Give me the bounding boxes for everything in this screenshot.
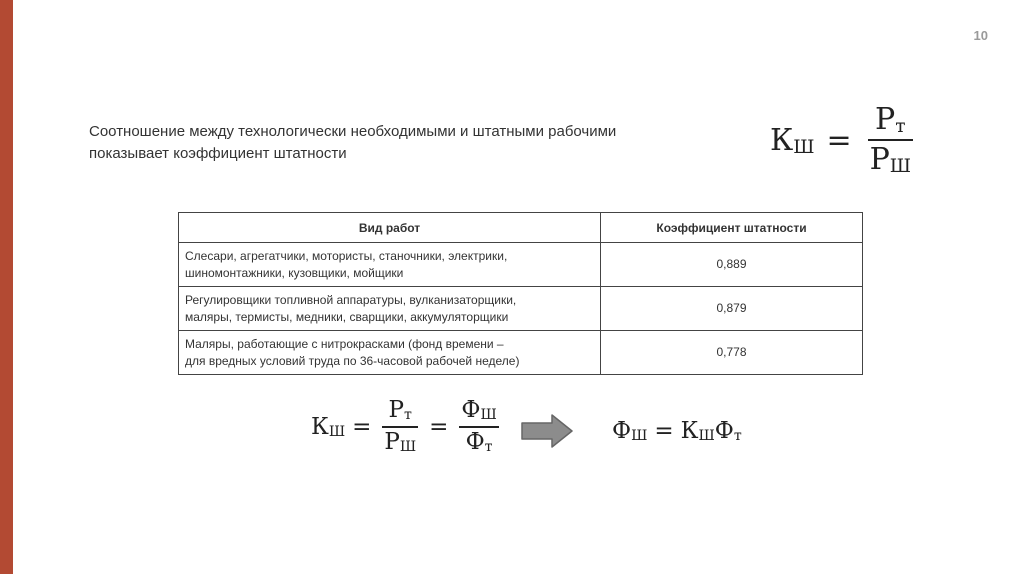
header-coefficient: Коэффициент штатности xyxy=(601,213,863,243)
right-arrow-shape xyxy=(522,415,572,447)
intro-text xyxy=(89,121,749,165)
staffing-coefficient-table xyxy=(178,212,863,375)
work-type-cell: Слесари, агрегатчики, мотористы, станочники, электрики, шиномонтажники, кузовщики, мойщики xyxy=(179,243,601,287)
numerator-pt: $Р_т$ xyxy=(875,102,906,137)
f-sh-symbol: $Ф_Ш$ xyxy=(612,418,648,445)
work-type-cell: Регулировщики топливной аппаратуры, вулканизаторщики, маляры, термисты, медники, сварщики, аккумуляторщики xyxy=(179,287,601,331)
slide-accent-bar xyxy=(0,0,13,574)
table-row xyxy=(179,287,863,331)
fraction-bar xyxy=(382,426,418,428)
staffing-coefficient-formula xyxy=(770,103,917,177)
k-sh-symbol: $К_Ш$ xyxy=(311,413,346,440)
coefficient-cell: 0,879 xyxy=(601,287,863,331)
denominator-psh: $Р_Ш$ xyxy=(869,142,911,178)
equals-sign: = xyxy=(826,122,852,158)
work-type-cell: Маляры, работающие с нитрокрасками (фонд времени – для вредных условий труда по 36-часовой рабочей неделе) xyxy=(179,331,601,375)
table-row xyxy=(179,243,863,287)
coefficient-cell: 0,778 xyxy=(601,331,863,375)
fraction-fsh-ft: $\frac{Ф_Ш}{Ф_т}$ xyxy=(461,397,497,455)
k-sh-f-t-product: $К_ШФ_т$ xyxy=(680,418,742,445)
fraction-pt-psh xyxy=(868,103,913,177)
equals-sign: = xyxy=(654,418,674,445)
fraction-pt-psh: $\frac{Р_т}{Р_Ш}$ xyxy=(384,397,417,455)
fraction-bar xyxy=(868,139,913,141)
equals-sign: = xyxy=(352,413,372,440)
fraction-bar xyxy=(459,426,498,428)
page-number: 10 xyxy=(973,28,988,43)
table-row xyxy=(179,331,863,375)
work-time-fund-formula xyxy=(612,418,742,444)
coefficient-cell: 0,889 xyxy=(601,243,863,287)
header-work-type: Вид работ xyxy=(179,213,601,243)
coefficient-equality-formula xyxy=(311,398,503,456)
intro-line-2: показывает коэффициент штатности xyxy=(89,145,347,162)
table-header-row xyxy=(179,213,863,243)
k-sh-symbol: $К_Ш$ xyxy=(770,122,815,158)
equals-sign: = xyxy=(429,413,449,440)
intro-line-1: Соотношение между технологически необходимыми и штатными рабочими xyxy=(89,123,617,140)
right-arrow-icon xyxy=(521,414,573,448)
